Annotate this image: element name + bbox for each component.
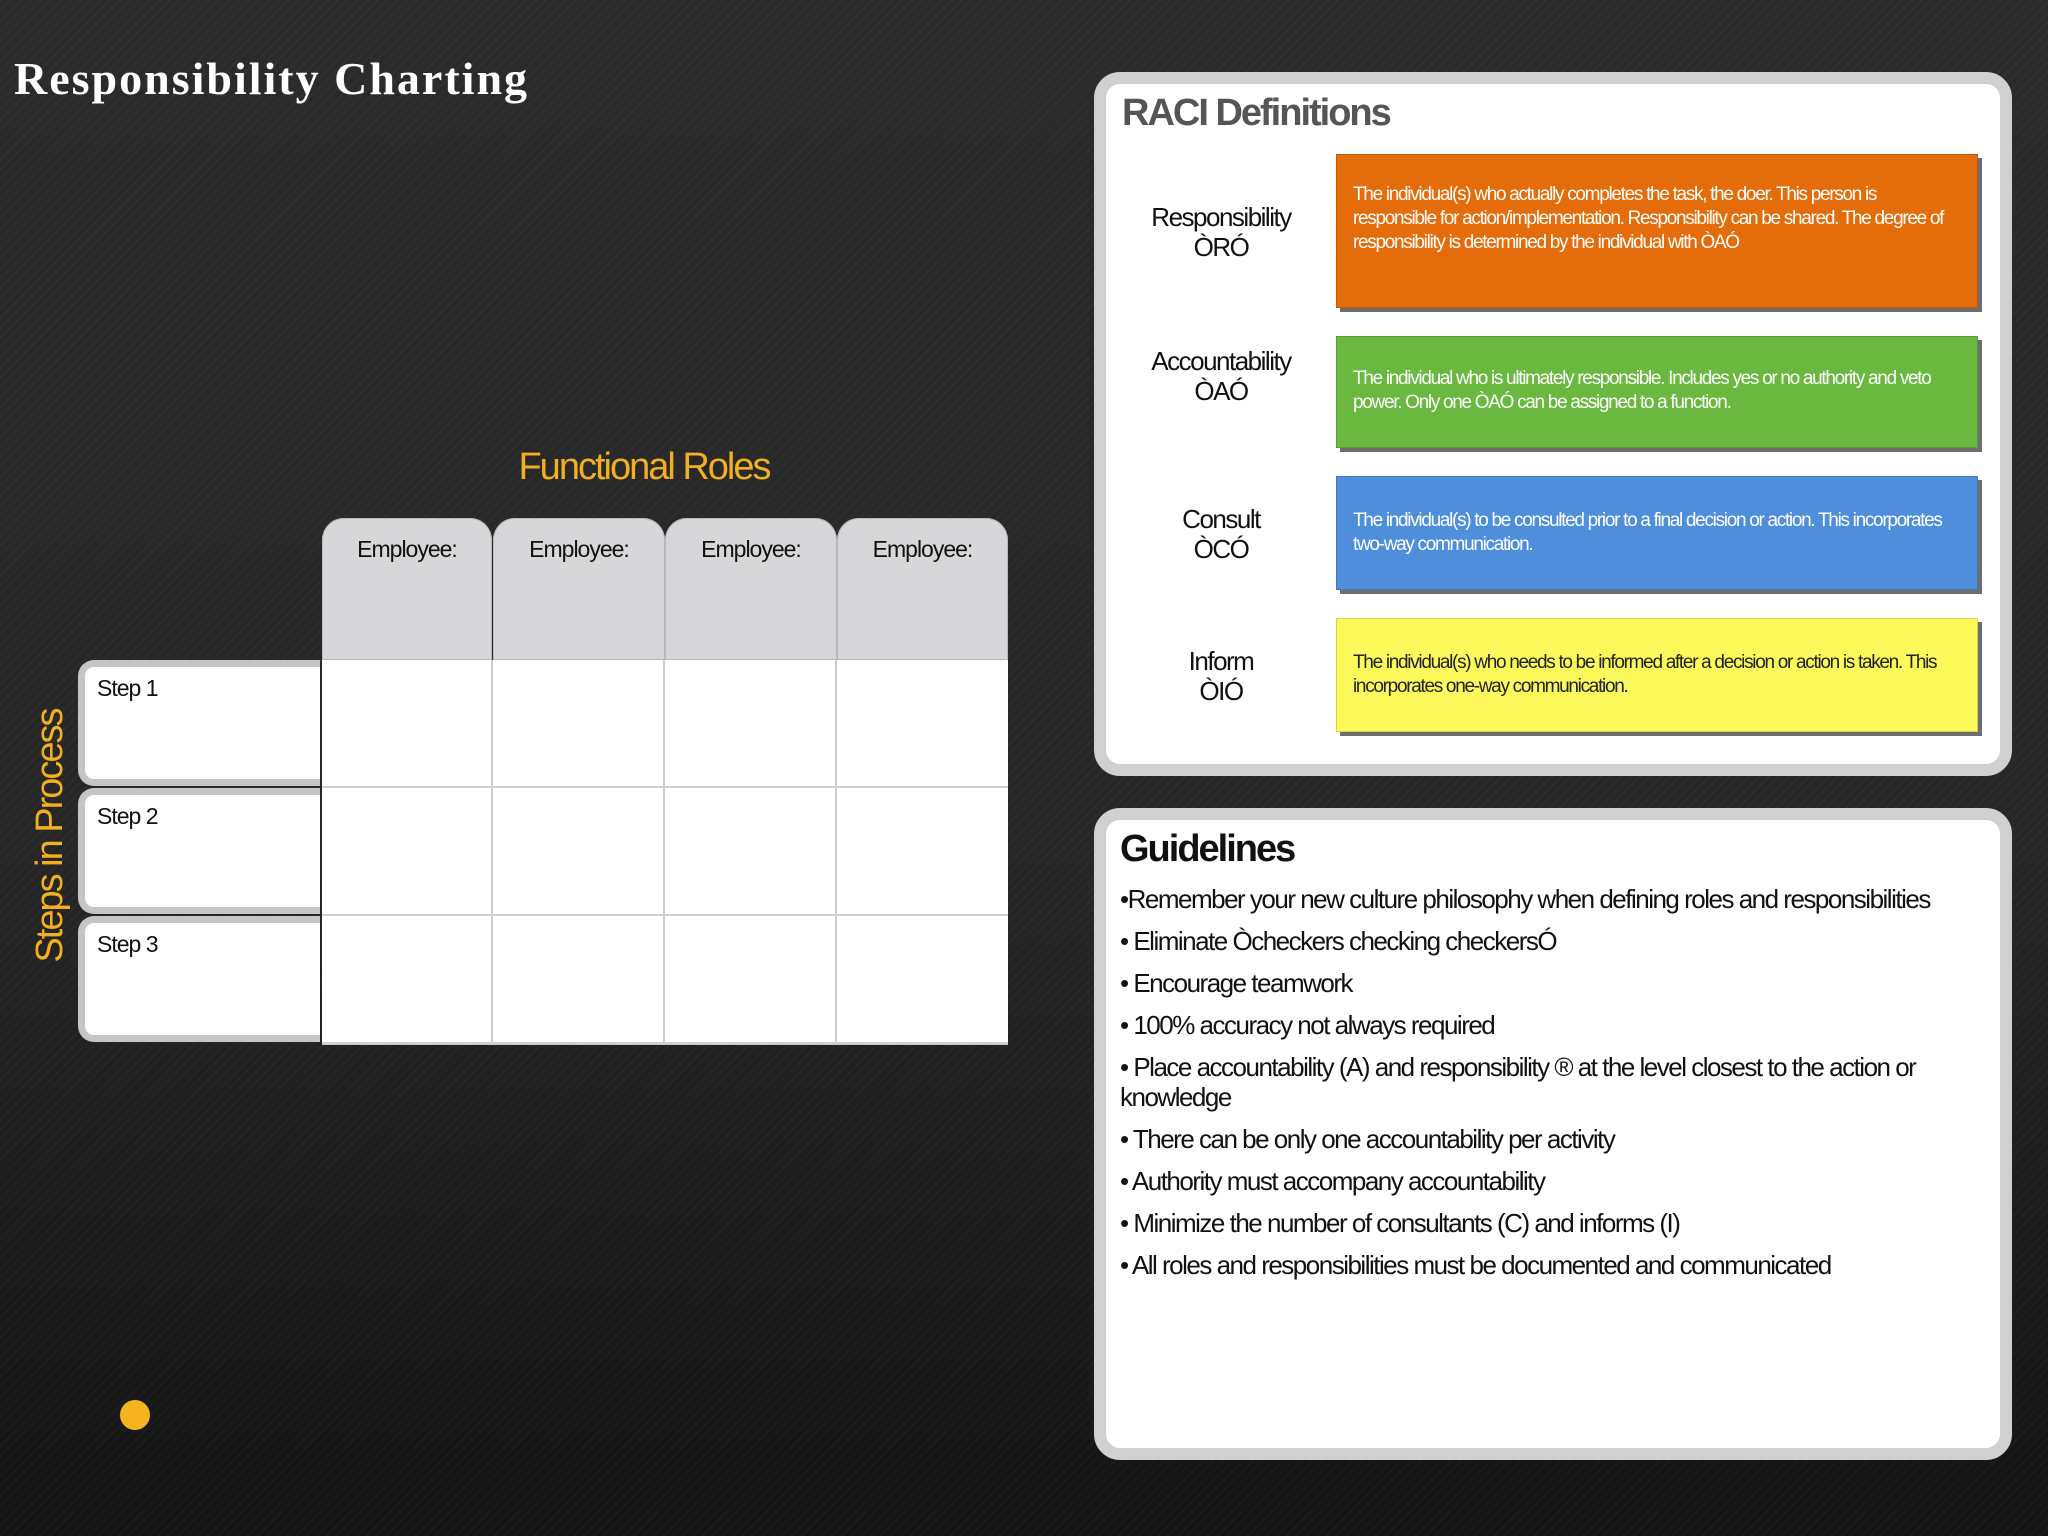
bullet-dot-icon [120,1400,150,1430]
guideline-item: • Minimize the number of consultants (C) and informs (I) [1120,1208,1680,1238]
raci-term: Inform [1188,646,1254,676]
guidelines-list [1120,884,1970,1292]
raci-term: Responsibility [1151,202,1291,232]
row-header-step-2: Step 2 [78,788,320,914]
row-header-step-3: Step 3 [78,916,320,1042]
raci-description-responsibility: The individual(s) who actually completes the task, the doer. This person is responsible for action/implementation. Responsibility can be shared. The degree of responsibility is determined by the individual with ÒAÓ [1336,154,1978,308]
column-header-2: Employee: [493,518,665,660]
guideline-item: • Encourage teamwork [1120,968,1353,998]
matrix-cell [837,916,1008,1044]
matrix-cell [322,916,493,1044]
matrix-cell [322,788,493,916]
raci-label-consult [1130,504,1312,564]
raci-description-consult: The individual(s) to be consulted prior to a final decision or action. This incorporates two-way communication. [1336,476,1978,590]
guidelines-title: Guidelines [1120,828,1295,870]
raci-term: Accountability [1151,346,1291,376]
guideline-item: • Eliminate Òcheckers checking checkersÓ [1120,926,1557,956]
functional-roles-heading: Functional Roles [518,446,770,488]
matrix-cell [837,788,1008,916]
matrix-cell [837,660,1008,788]
slide-title: Responsibility Charting [14,53,530,104]
guideline-item: • All roles and responsibilities must be documented and communicated [1120,1250,1831,1280]
guideline-item: • Place accountability (A) and responsibility ® at the level closest to the action or knowledge [1120,1052,1916,1112]
matrix-cell [322,660,493,788]
raci-label-responsibility [1130,202,1312,262]
guideline-item: • There can be only one accountability per activity [1120,1124,1615,1154]
raci-code: ÒAÓ [1194,376,1248,406]
matrix-cell [493,660,665,788]
row-header-step-1: Step 1 [78,660,320,786]
matrix-cell [665,788,837,916]
raci-label-accountability [1130,346,1312,406]
raci-code: ÒCÓ [1193,534,1249,564]
matrix-cell [493,788,665,916]
raci-description-accountability: The individual who is ultimately responsible. Includes yes or no authority and veto power. Only one ÒAÓ can be assigned to a function. [1336,336,1978,448]
matrix-cell [493,916,665,1044]
raci-label-inform [1130,646,1312,706]
guideline-item: • 100% accuracy not always required [1120,1010,1495,1040]
raci-definitions-title: RACI Definitions [1122,92,1390,134]
column-header-3: Employee: [665,518,837,660]
raci-matrix-grid [322,660,1008,1045]
guideline-item: • Authority must accompany accountability [1120,1166,1545,1196]
raci-code: ÒRÓ [1193,232,1249,262]
guideline-item: •Remember your new culture philosophy when defining roles and responsibilities [1120,884,1930,914]
matrix-cell [665,916,837,1044]
raci-term: Consult [1182,504,1260,534]
steps-in-process-heading: Steps in Process [29,709,71,963]
column-header-1: Employee: [322,518,492,660]
matrix-cell [665,660,837,788]
column-header-4: Employee: [837,518,1008,660]
raci-description-inform: The individual(s) who needs to be informed after a decision or action is taken. This incorporates one-way communication. [1336,618,1978,732]
raci-code: ÒIÓ [1199,676,1243,706]
